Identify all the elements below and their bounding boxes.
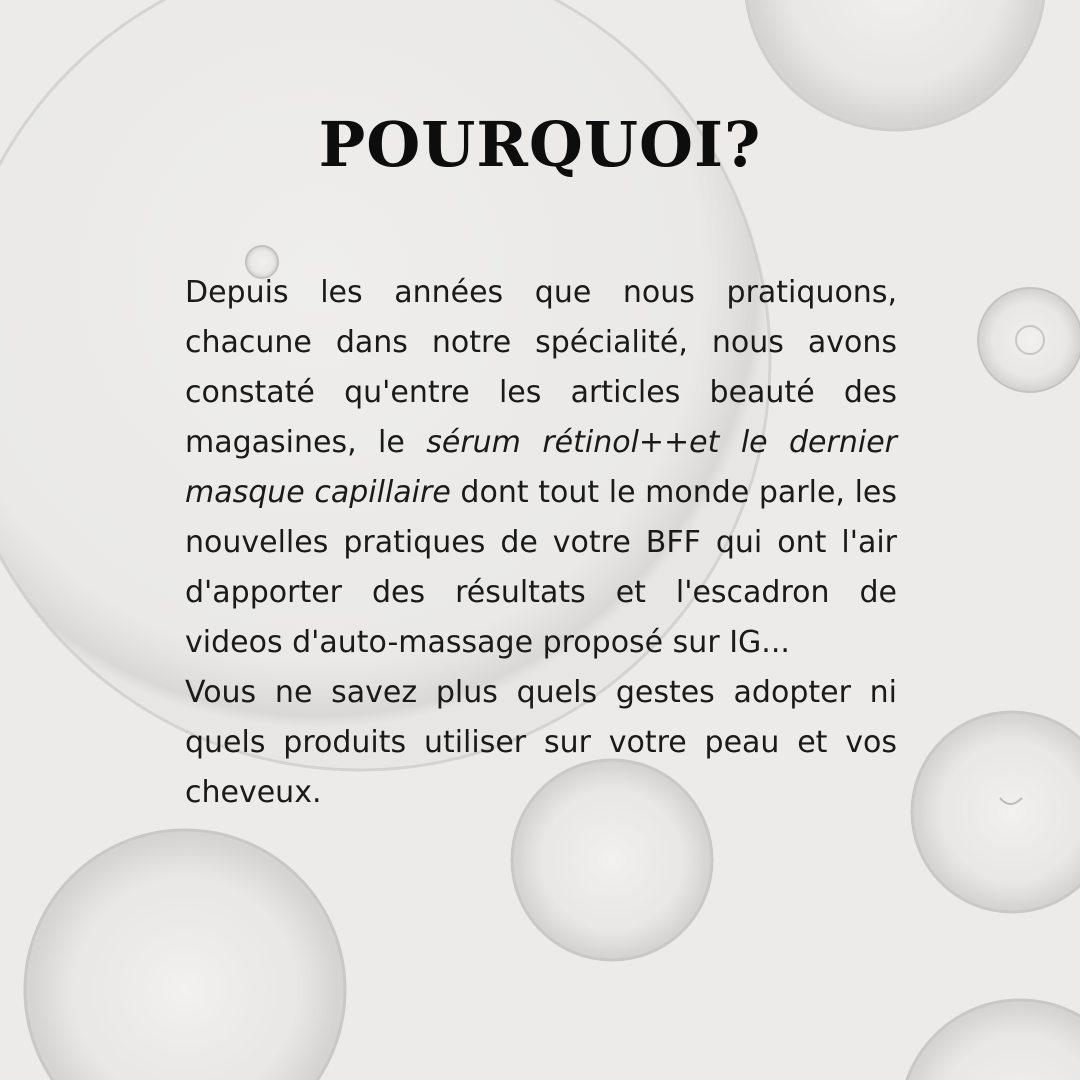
paragraph-2: Vous ne savez plus quels gestes adopter ni quels produits utiliser sur votre peau et vos cheveux. [185, 675, 897, 810]
paragraph-1 [185, 268, 897, 668]
body-text [185, 268, 897, 818]
paragraph-1-part-1: Depuis les années que nous pratiquons, chacune dans notre spécialité, nous avons constaté qu'entre les articles beauté des magasines, le [185, 275, 897, 460]
bubble-right-middle [978, 288, 1080, 392]
paragraph-1-part-2: dont tout le monde parle, les nouvelles pratiques de votre BFF qui ont l'air d'apporter des résultats et l'escadron de videos d'auto-massage proposé sur IG... [185, 475, 897, 660]
page-title: POURQUOI? [318, 108, 762, 181]
paragraph-1-italic: sérum rétinol++et le dernier masque capillaire [185, 425, 897, 510]
